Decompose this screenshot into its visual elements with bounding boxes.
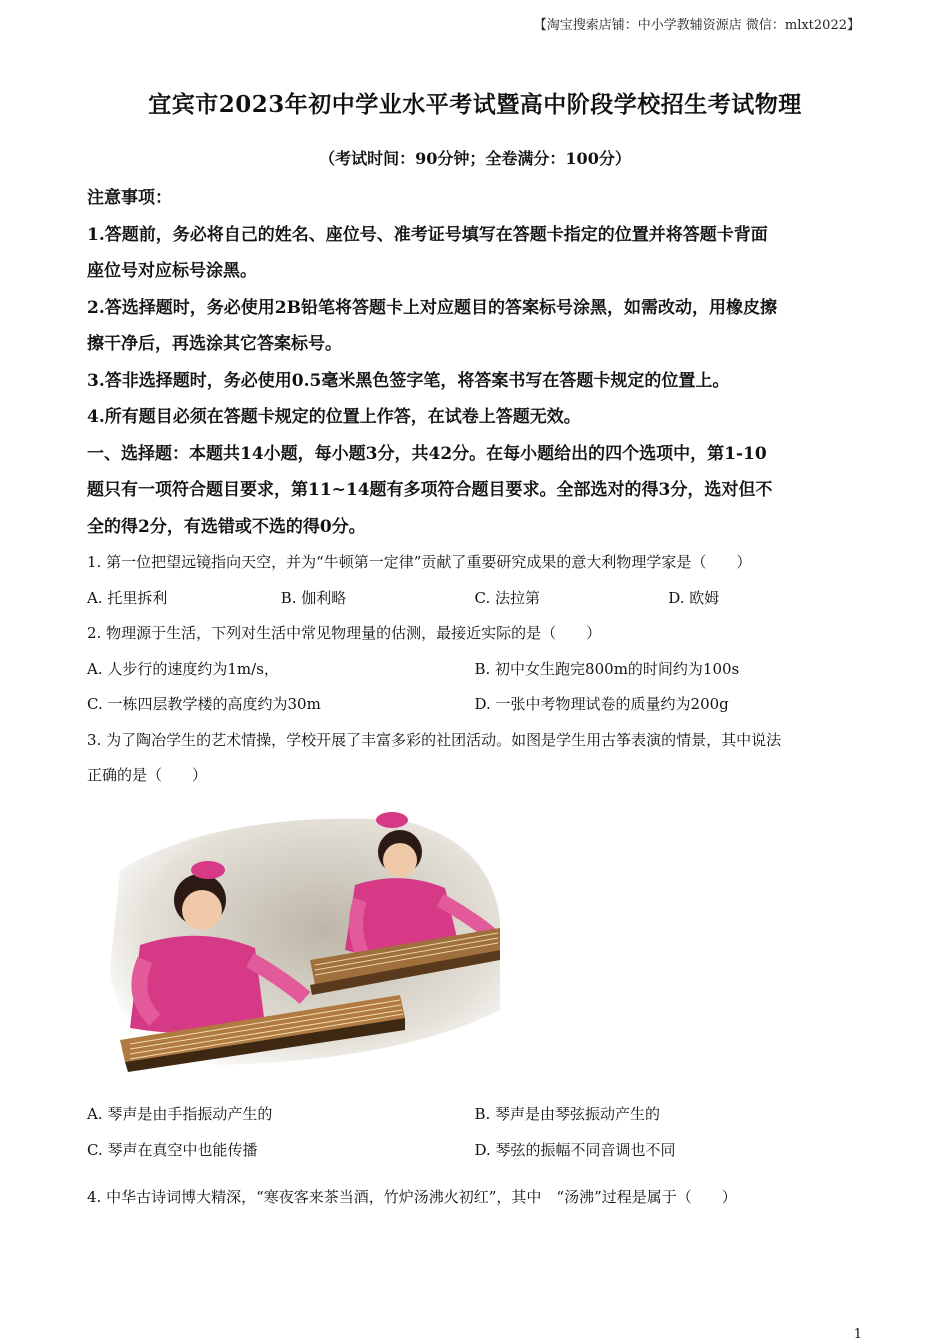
- section-instruction: 全的得2分，有选错或不选的得0分。: [87, 516, 366, 537]
- option-b[interactable]: B. 琴声是由琴弦振动产生的: [474, 1105, 661, 1123]
- option-d[interactable]: D. 琴弦的振幅不同音调也不同: [474, 1140, 676, 1159]
- option-b[interactable]: B. 伽利略: [280, 588, 347, 607]
- section-instruction: 题只有一项符合题目要求，第11~14题有多项符合题目要求。全部选对的得3分，选对但不: [87, 480, 773, 500]
- question-2-options: [87, 687, 862, 723]
- question-3-options: [87, 1097, 862, 1168]
- option-c[interactable]: C. 琴声在真空中也能传播: [87, 1140, 258, 1159]
- page-number: 1: [853, 1327, 862, 1342]
- option-a[interactable]: A. 人步行的速度约为1m/s，: [87, 659, 279, 678]
- question-4-stem: 4. 中华古诗词博大精深，“寒夜客来茶当酒，竹炉汤沸火初红”，其中 “汤沸”过程是属于（ ）: [87, 1188, 737, 1206]
- notice-line: 1.答题前，务必将自己的姓名、座位号、准考证号填写在答题卡指定的位置并将答题卡背面: [87, 224, 768, 245]
- notice-line: 2.答选择题时，务必使用2B铅笔将答题卡上对应题目的答案标号涂黑，如需改动，用橡皮擦: [87, 297, 777, 318]
- notice-line: 座位号对应标号涂黑。: [87, 261, 257, 281]
- question-2-options: [87, 652, 862, 688]
- section-instruction: 一、选择题：本题共14小题，每小题3分，共42分。在每小题给出的四个选项中，第1-10: [87, 443, 767, 464]
- option-b[interactable]: B. 初中女生跑完800m的时间约为100s: [474, 659, 740, 678]
- notice-heading: 注意事项：: [87, 188, 172, 208]
- option-c[interactable]: C. 一栋四层教学楼的高度约为30m: [87, 695, 321, 713]
- option-a[interactable]: A. 琴声是由手指振动产生的: [87, 1105, 273, 1123]
- header-note: 【淘宝搜索店铺：中小学教辅资源店 微信：mlxt2022】: [533, 18, 860, 33]
- question-2-stem: 2. 物理源于生活，下列对生活中常见物理量的估测，最接近实际的是（ ）: [87, 624, 602, 642]
- question-3-stem: 3. 为了陶冶学生的艺术情操，学校开展了丰富多彩的社团活动。如图是学生用古筝表演的情景，其中说法: [87, 730, 782, 749]
- notice-line: 3.答非选择题时，务必使用0.5毫米黑色签字笔，将答案书写在答题卡规定的位置上。: [87, 370, 730, 391]
- question-1-options: [87, 581, 862, 617]
- option-c[interactable]: C. 法拉第: [474, 588, 540, 607]
- guzheng-photo: [100, 800, 502, 1075]
- exam-subtitle: （考试时间：90分钟；全卷满分：100分）: [319, 149, 631, 168]
- question-3-stem: 正确的是（ ）: [87, 766, 208, 784]
- notice-line: 擦干净后，再选涂其它答案标号。: [87, 334, 342, 354]
- exam-content: [87, 180, 862, 794]
- option-d[interactable]: D. 欧姆: [668, 588, 720, 607]
- option-d[interactable]: D. 一张中考物理试卷的质量约为200g: [474, 695, 729, 713]
- option-a[interactable]: A. 托里拆利: [87, 588, 168, 607]
- notice-line: 4.所有题目必须在答题卡规定的位置上作答，在试卷上答题无效。: [87, 407, 581, 427]
- question-1-stem: 1. 第一位把望远镜指向天空，并为“牛顿第一定律”贡献了重要研究成果的意大利物理学家是（ ）: [87, 553, 752, 571]
- exam-title: 宜宾市2023年初中学业水平考试暨高中阶段学校招生考试物理: [148, 91, 802, 118]
